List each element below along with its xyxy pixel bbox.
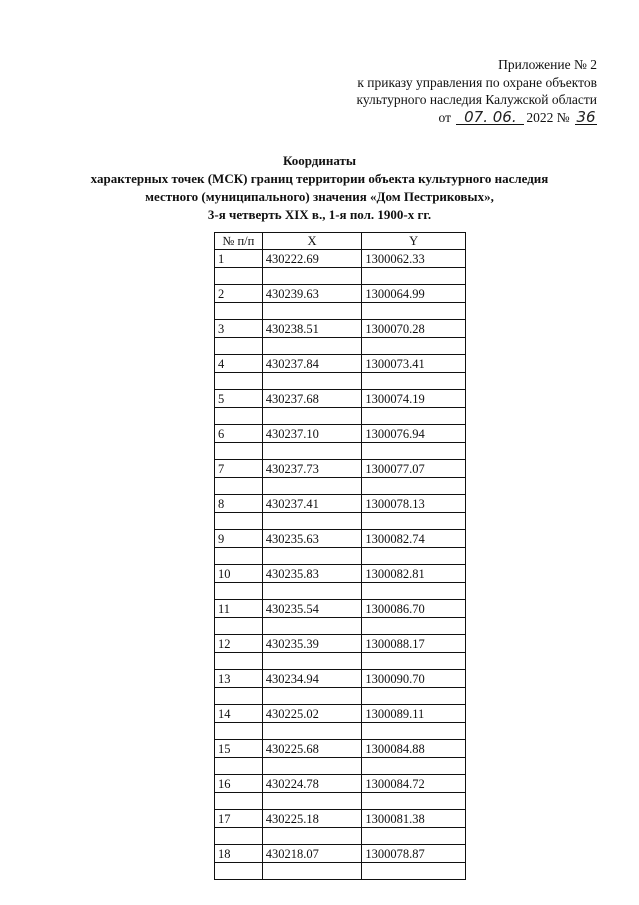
empty-cell bbox=[215, 723, 263, 740]
table-spacer-row bbox=[215, 723, 466, 740]
y-cell: 1300086.70 bbox=[362, 600, 466, 618]
table-body bbox=[215, 250, 466, 880]
x-cell: 430225.68 bbox=[262, 740, 362, 758]
title-line-3: местного (муниципального) значения «Дом Пестриковых», bbox=[145, 189, 494, 204]
year-number-label: 2022 № bbox=[526, 109, 570, 125]
point-number-cell: 7 bbox=[215, 460, 263, 478]
empty-cell bbox=[215, 618, 263, 635]
empty-cell bbox=[262, 548, 362, 565]
table-spacer-row bbox=[215, 408, 466, 425]
point-number-cell: 15 bbox=[215, 740, 263, 758]
empty-cell bbox=[362, 303, 466, 320]
point-number-cell: 16 bbox=[215, 775, 263, 793]
table-row bbox=[215, 845, 466, 863]
table-row bbox=[215, 635, 466, 653]
x-cell: 430224.78 bbox=[262, 775, 362, 793]
header-x: X bbox=[262, 233, 362, 250]
table-row bbox=[215, 320, 466, 338]
table-spacer-row bbox=[215, 303, 466, 320]
table-spacer-row bbox=[215, 863, 466, 880]
x-cell: 430239.63 bbox=[262, 285, 362, 303]
date-prefix: от bbox=[438, 109, 451, 125]
empty-cell bbox=[262, 583, 362, 600]
x-cell: 430237.84 bbox=[262, 355, 362, 373]
empty-cell bbox=[215, 303, 263, 320]
table-spacer-row bbox=[215, 583, 466, 600]
empty-cell bbox=[262, 408, 362, 425]
y-cell: 1300090.70 bbox=[362, 670, 466, 688]
x-cell: 430225.02 bbox=[262, 705, 362, 723]
empty-cell bbox=[215, 548, 263, 565]
empty-cell bbox=[215, 793, 263, 810]
empty-cell bbox=[362, 828, 466, 845]
empty-cell bbox=[215, 863, 263, 880]
y-cell: 1300089.11 bbox=[362, 705, 466, 723]
table-spacer-row bbox=[215, 758, 466, 775]
empty-cell bbox=[215, 408, 263, 425]
empty-cell bbox=[362, 863, 466, 880]
empty-cell bbox=[262, 268, 362, 285]
point-number-cell: 2 bbox=[215, 285, 263, 303]
empty-cell bbox=[262, 478, 362, 495]
empty-cell bbox=[262, 373, 362, 390]
point-number-cell: 11 bbox=[215, 600, 263, 618]
point-number-cell: 3 bbox=[215, 320, 263, 338]
table-row bbox=[215, 775, 466, 793]
table-row bbox=[215, 285, 466, 303]
empty-cell bbox=[362, 478, 466, 495]
table-spacer-row bbox=[215, 338, 466, 355]
y-cell: 1300074.19 bbox=[362, 390, 466, 408]
title-line-1: Координаты bbox=[282, 153, 357, 168]
empty-cell bbox=[215, 828, 263, 845]
x-cell: 430237.68 bbox=[262, 390, 362, 408]
table-spacer-row bbox=[215, 478, 466, 495]
x-cell: 430235.54 bbox=[262, 600, 362, 618]
coordinates-table bbox=[214, 232, 466, 880]
empty-cell bbox=[215, 583, 263, 600]
x-cell: 430238.51 bbox=[262, 320, 362, 338]
x-cell: 430237.41 bbox=[262, 495, 362, 513]
table-row bbox=[215, 495, 466, 513]
y-cell: 1300088.17 bbox=[362, 635, 466, 653]
appendix-date-line bbox=[356, 109, 597, 127]
table-spacer-row bbox=[215, 548, 466, 565]
table-row bbox=[215, 670, 466, 688]
empty-cell bbox=[362, 688, 466, 705]
empty-cell bbox=[362, 373, 466, 390]
point-number-cell: 17 bbox=[215, 810, 263, 828]
handwritten-date: 07. 06. bbox=[456, 110, 524, 125]
handwritten-number: 36 bbox=[576, 107, 596, 126]
table-row bbox=[215, 705, 466, 723]
table-spacer-row bbox=[215, 653, 466, 670]
empty-cell bbox=[215, 373, 263, 390]
empty-cell bbox=[262, 513, 362, 530]
appendix-order-line: к приказу управления по охране объектов bbox=[357, 74, 597, 90]
x-cell: 430237.73 bbox=[262, 460, 362, 478]
appendix-region-line: культурного наследия Калужской области bbox=[356, 92, 597, 107]
table-row bbox=[215, 530, 466, 548]
y-cell: 1300062.33 bbox=[362, 250, 466, 268]
point-number-cell: 4 bbox=[215, 355, 263, 373]
table-spacer-row bbox=[215, 688, 466, 705]
y-cell: 1300084.88 bbox=[362, 740, 466, 758]
table-spacer-row bbox=[215, 618, 466, 635]
table-spacer-row bbox=[215, 793, 466, 810]
point-number-cell: 6 bbox=[215, 425, 263, 443]
empty-cell bbox=[362, 653, 466, 670]
table-spacer-row bbox=[215, 828, 466, 845]
table-spacer-row bbox=[215, 373, 466, 390]
point-number-cell: 8 bbox=[215, 495, 263, 513]
empty-cell bbox=[262, 618, 362, 635]
y-cell: 1300081.38 bbox=[362, 810, 466, 828]
table-spacer-row bbox=[215, 513, 466, 530]
x-cell: 430225.18 bbox=[262, 810, 362, 828]
point-number-cell: 5 bbox=[215, 390, 263, 408]
table-row bbox=[215, 390, 466, 408]
y-cell: 1300082.74 bbox=[362, 530, 466, 548]
document-title bbox=[0, 152, 639, 224]
empty-cell bbox=[215, 758, 263, 775]
y-cell: 1300073.41 bbox=[362, 355, 466, 373]
point-number-cell: 10 bbox=[215, 565, 263, 583]
empty-cell bbox=[262, 828, 362, 845]
y-cell: 1300077.07 bbox=[362, 460, 466, 478]
empty-cell bbox=[362, 583, 466, 600]
point-number-cell: 9 bbox=[215, 530, 263, 548]
empty-cell bbox=[362, 618, 466, 635]
point-number-cell: 13 bbox=[215, 670, 263, 688]
table-row bbox=[215, 355, 466, 373]
y-cell: 1300078.87 bbox=[362, 845, 466, 863]
x-cell: 430235.39 bbox=[262, 635, 362, 653]
empty-cell bbox=[262, 653, 362, 670]
empty-cell bbox=[262, 688, 362, 705]
title-line-2: характерных точек (МСК) границ территории объекта культурного наследия bbox=[90, 171, 549, 186]
empty-cell bbox=[215, 478, 263, 495]
empty-cell bbox=[362, 513, 466, 530]
y-cell: 1300076.94 bbox=[362, 425, 466, 443]
x-cell: 430234.94 bbox=[262, 670, 362, 688]
empty-cell bbox=[215, 338, 263, 355]
empty-cell bbox=[362, 548, 466, 565]
table-row bbox=[215, 810, 466, 828]
table-spacer-row bbox=[215, 268, 466, 285]
point-number-cell: 1 bbox=[215, 250, 263, 268]
x-cell: 430222.69 bbox=[262, 250, 362, 268]
empty-cell bbox=[362, 443, 466, 460]
empty-cell bbox=[262, 793, 362, 810]
empty-cell bbox=[215, 688, 263, 705]
empty-cell bbox=[262, 338, 362, 355]
empty-cell bbox=[215, 443, 263, 460]
empty-cell bbox=[262, 303, 362, 320]
table-header-row bbox=[215, 233, 466, 250]
table-row bbox=[215, 250, 466, 268]
empty-cell bbox=[362, 793, 466, 810]
title-line-4: 3-я четверть XIX в., 1-я пол. 1900-х гг. bbox=[207, 207, 432, 222]
empty-cell bbox=[362, 268, 466, 285]
y-cell: 1300082.81 bbox=[362, 565, 466, 583]
empty-cell bbox=[215, 268, 263, 285]
empty-cell bbox=[262, 443, 362, 460]
empty-cell bbox=[362, 723, 466, 740]
empty-cell bbox=[215, 513, 263, 530]
x-cell: 430237.10 bbox=[262, 425, 362, 443]
table-row bbox=[215, 600, 466, 618]
header-number: № п/п bbox=[215, 233, 263, 250]
x-cell: 430218.07 bbox=[262, 845, 362, 863]
empty-cell bbox=[362, 408, 466, 425]
point-number-cell: 14 bbox=[215, 705, 263, 723]
table-spacer-row bbox=[215, 443, 466, 460]
y-cell: 1300070.28 bbox=[362, 320, 466, 338]
empty-cell bbox=[262, 758, 362, 775]
empty-cell bbox=[262, 723, 362, 740]
header-y: Y bbox=[362, 233, 466, 250]
appendix-title: Приложение № 2 bbox=[498, 57, 597, 72]
x-cell: 430235.83 bbox=[262, 565, 362, 583]
point-number-cell: 18 bbox=[215, 845, 263, 863]
empty-cell bbox=[362, 338, 466, 355]
table-row bbox=[215, 460, 466, 478]
empty-cell bbox=[262, 863, 362, 880]
table-row bbox=[215, 565, 466, 583]
x-cell: 430235.63 bbox=[262, 530, 362, 548]
empty-cell bbox=[215, 653, 263, 670]
y-cell: 1300064.99 bbox=[362, 285, 466, 303]
point-number-cell: 12 bbox=[215, 635, 263, 653]
table-row bbox=[215, 740, 466, 758]
empty-cell bbox=[362, 758, 466, 775]
y-cell: 1300078.13 bbox=[362, 495, 466, 513]
table-row bbox=[215, 425, 466, 443]
appendix-header bbox=[356, 56, 597, 126]
y-cell: 1300084.72 bbox=[362, 775, 466, 793]
